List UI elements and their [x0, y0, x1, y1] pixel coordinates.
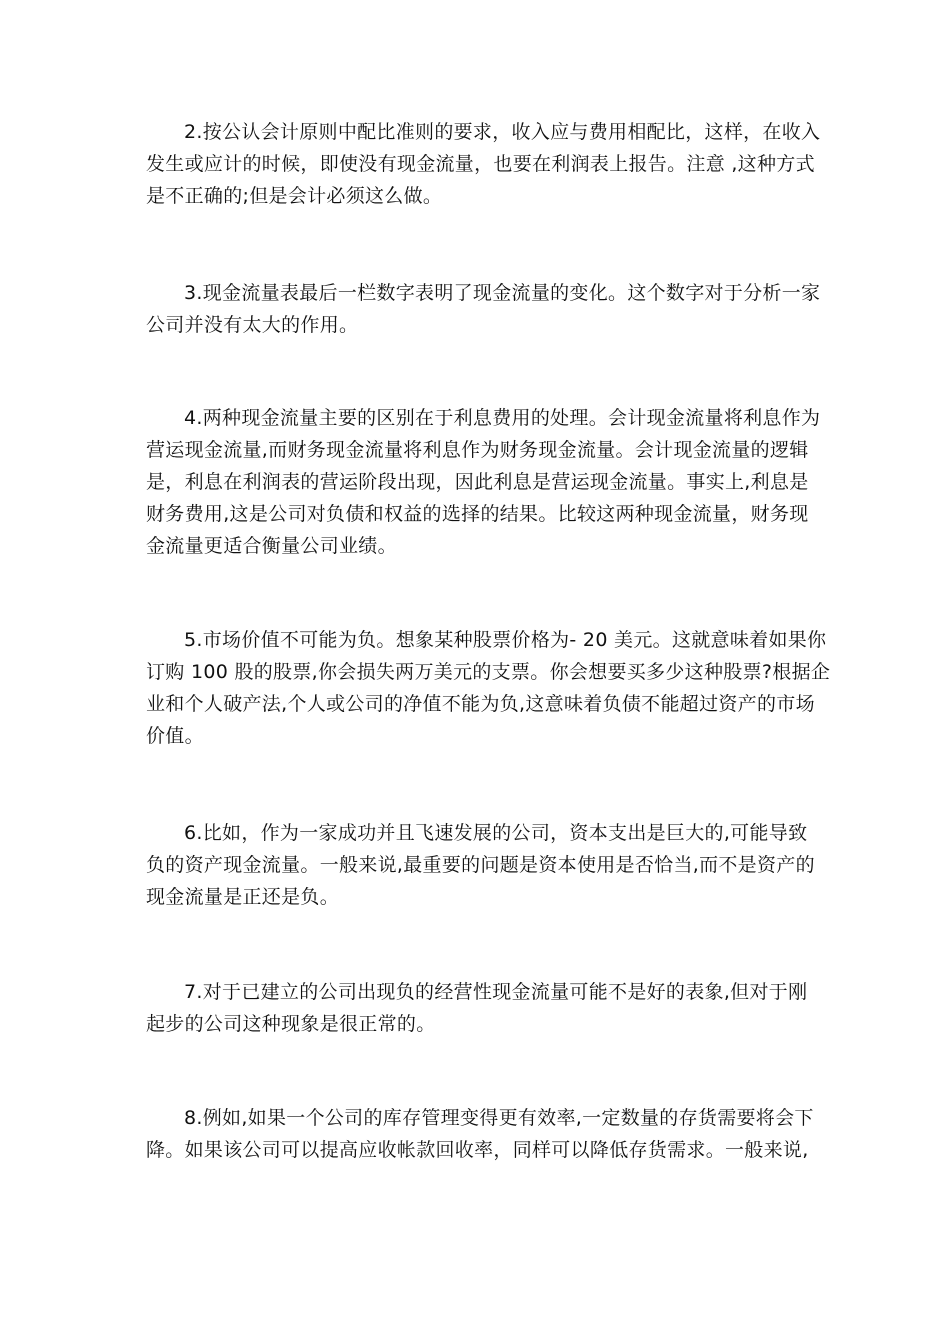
paragraph-line: 金流量更适合衡量公司业绩。: [146, 535, 397, 557]
paragraph-line: 降。如果该公司可以提高应收帐款回收率，同样可以降低存货需求。一般来说,: [146, 1139, 809, 1161]
paragraph-6: [146, 817, 815, 913]
paragraph-line: 5.市场价值不可能为负。想象某种股票价格为- 20 美元。这就意味着如果你: [184, 629, 827, 651]
paragraph-line: 7.对于已建立的公司出现负的经营性现金流量可能不是好的表象,但对于刚: [184, 981, 808, 1003]
paragraph-2: [146, 116, 821, 212]
paragraph-8: [146, 1102, 814, 1166]
paragraph-line: 现金流量是正还是负。: [146, 886, 340, 908]
paragraph-line: 价值。: [146, 725, 204, 747]
paragraph-line: 订购 100 股的股票,你会损失两万美元的支票。你会想要买多少这种股票?根据企: [146, 661, 831, 683]
paragraph-line: 8.例如,如果一个公司的库存管理变得更有效率,一定数量的存货需要将会下: [184, 1107, 814, 1129]
paragraph-line: 发生或应计的时候，即使没有现金流量，也要在利润表上报告。注意 ,这种方式: [146, 153, 815, 175]
paragraph-line: 是不正确的;但是会计必须这么做。: [146, 185, 443, 207]
paragraph-line: 业和个人破产法,个人或公司的净值不能为负,这意味着负债不能超过资产的市场: [146, 693, 815, 715]
paragraph-line: 营运现金流量,而财务现金流量将利息作为财务现金流量。会计现金流量的逻辑: [146, 439, 809, 461]
paragraph-line: 公司并没有太大的作用。: [146, 314, 359, 336]
paragraph-3: [146, 277, 821, 341]
paragraph-line: 财务费用,这是公司对负债和权益的选择的结果。比较这两种现金流量，财务现: [146, 503, 809, 525]
paragraph-line: 4.两种现金流量主要的区别在于利息费用的处理。会计现金流量将利息作为: [184, 407, 821, 429]
paragraph-7: [146, 976, 810, 1040]
paragraph-line: 6.比如，作为一家成功并且飞速发展的公司，资本支出是巨大的,可能导致: [184, 822, 808, 844]
paragraph-4: [146, 402, 821, 562]
paragraph-line: 是，利息在利润表的营运阶段出现，因此利息是营运现金流量。事实上,利息是: [146, 471, 809, 493]
paragraph-5: [146, 624, 831, 752]
paragraph-line: 负的资产现金流量。一般来说,最重要的问题是资本使用是否恰当,而不是资产的: [146, 854, 815, 876]
paragraph-line: 3.现金流量表最后一栏数字表明了现金流量的变化。这个数字对于分析一家: [184, 282, 821, 304]
paragraph-line: 2.按公认会计原则中配比准则的要求，收入应与费用相配比，这样，在收入: [184, 121, 821, 143]
paragraph-line: 起步的公司这种现象是很正常的。: [146, 1013, 436, 1035]
